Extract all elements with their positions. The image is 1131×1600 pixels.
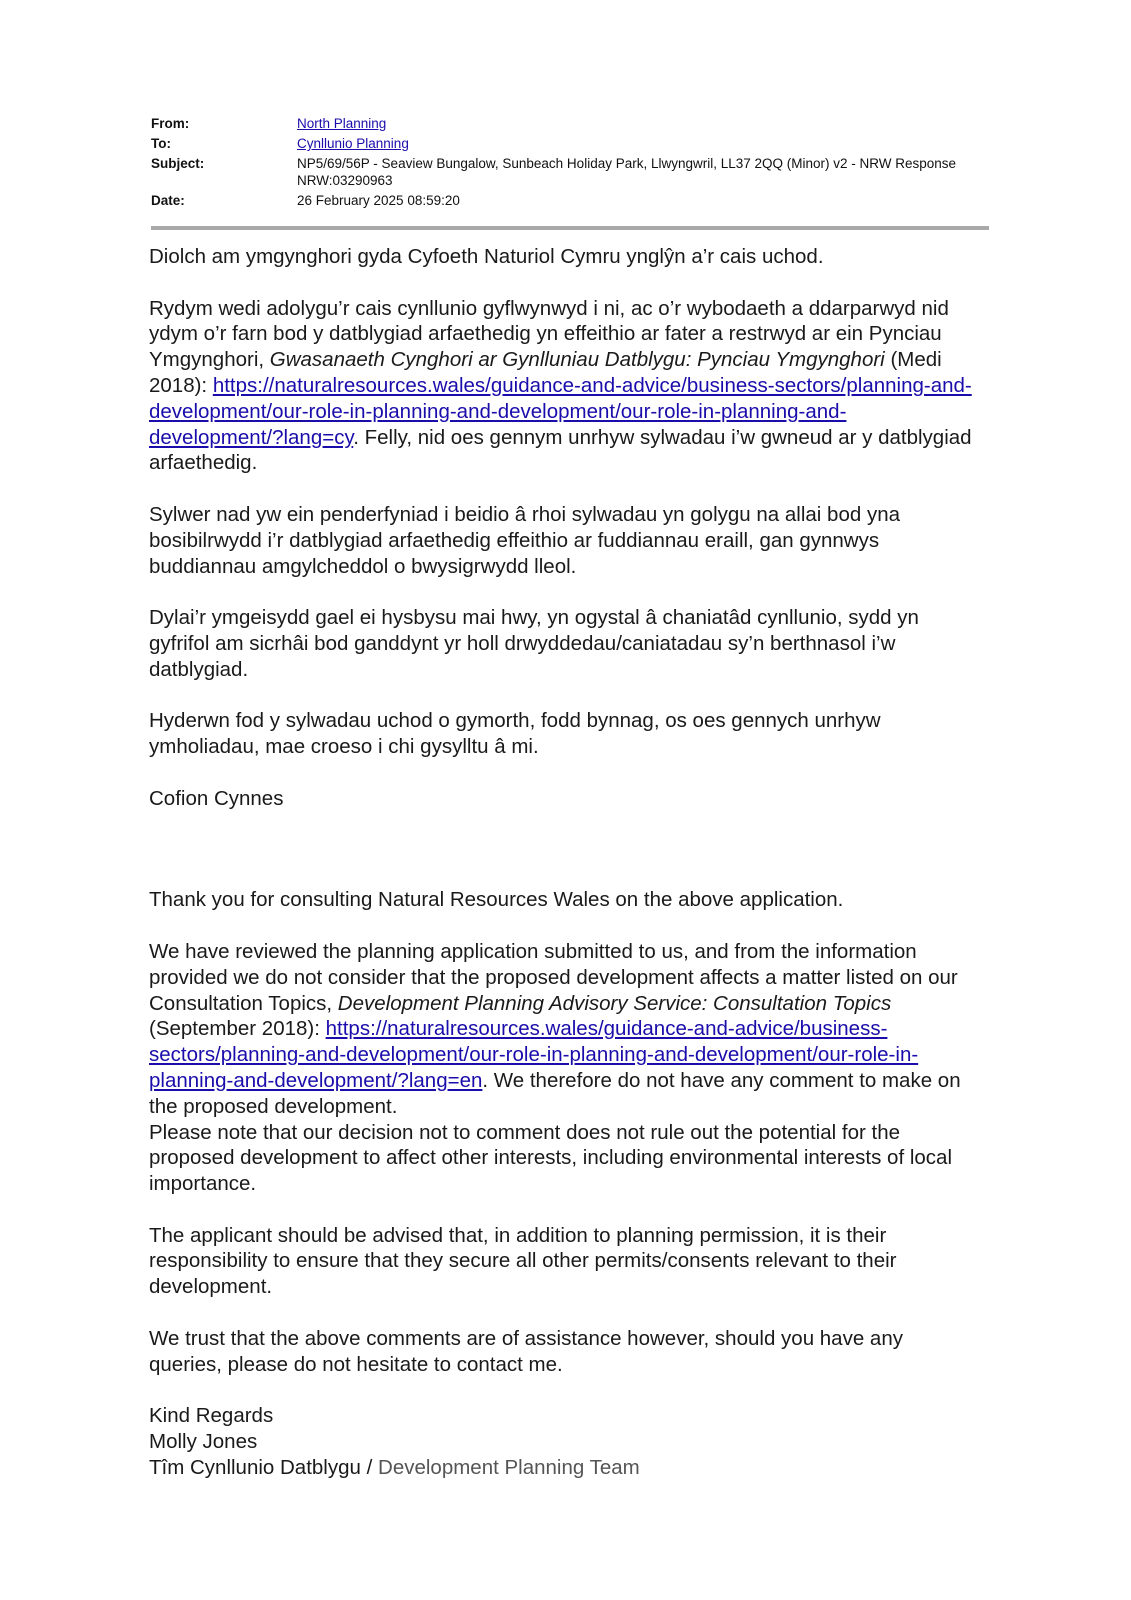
english-paragraph-2 — [149, 939, 979, 1120]
english-paragraph-1: Thank you for consulting Natural Resources Wales on the above application. — [149, 888, 844, 912]
welsh-p2-text-b: (Medi 2018): — [149, 348, 942, 397]
to-row — [151, 135, 989, 152]
welsh-paragraph-4: Dylai’r ymgeisydd gael ei hysbysu mai hwy, yn ogystal â chaniatâd cynllunio, sydd yn gyfrifol am sicrhâi bod ganddynt yr holl drwyddedau/caniatadau sy’n berthnasol i’w datblygiad. — [149, 606, 919, 681]
from-row — [151, 115, 989, 132]
header-divider — [151, 226, 989, 230]
english-paragraph-3: Please note that our decision not to comment does not rule out the potential for the proposed development to affect other interests, including environmental interests of local importance. — [149, 1120, 953, 1196]
from-label: From: — [151, 116, 190, 131]
date-row — [151, 192, 989, 209]
english-p2-italic: Development Planning Advisory Service: Consultation Topics — [337, 991, 892, 1015]
english-p2-text-c: . We therefore do not have any comment to make on the proposed development. — [149, 1068, 961, 1118]
team-name-welsh: Tîm Cynllunio Datblygu / — [149, 1455, 379, 1479]
language-gap — [149, 837, 979, 887]
subject-label: Subject: — [151, 156, 205, 171]
welsh-closing: Cofion Cynnes — [149, 786, 284, 810]
email-header — [151, 115, 989, 212]
subject-row — [151, 155, 989, 189]
to-link[interactable]: Cynllunio Planning — [297, 136, 409, 151]
welsh-paragraph-5: Hyderwn fod y sylwadau uchod o gymorth, fodd bynnag, os oes gennych unrhyw ymholiadau, mae croeso i chi gysylltu â mi. — [149, 709, 881, 759]
date-value: 26 February 2025 08:59:20 — [297, 193, 460, 208]
welsh-p2-italic: Gwasanaeth Cynghori ar Gynlluniau Datblygu: Pynciau Ymgynghori — [269, 348, 885, 372]
from-link[interactable]: North Planning — [297, 116, 387, 131]
english-paragraph-5: We trust that the above comments are of assistance however, should you have any queries, please do not hesitate to contact me. — [149, 1326, 903, 1376]
date-label: Date: — [151, 193, 185, 208]
subject-value: NP5/69/56P - Seaview Bungalow, Sunbeach Holiday Park, Llwyngwril, LL37 2QQ (Minor) v2 - NRW Response NRW:03290963 — [297, 156, 957, 188]
welsh-p2-text-a: Rydym wedi adolygu’r cais cynllunio gyflwynwyd i ni, ac o’r wybodaeth a ddarparwyd nid ydym o’r farn bod y datblygiad arfaethedig yn effeithio ar fater a restrwyd ar ein Pynciau Ymgynghori, — [149, 296, 949, 372]
signatory-name: Molly Jones — [149, 1430, 258, 1454]
english-closing: Kind Regards — [149, 1404, 274, 1428]
english-paragraph-4: The applicant should be advised that, in addition to planning permission, it is their responsibility to ensure that they secure all other permits/consents relevant to their development. — [149, 1223, 897, 1299]
english-guidance-link[interactable]: https://naturalresources.wales/guidance-and-advice/business-sectors/planning-and-development/our-role-in-planning-and-development/our-role-in-planning-and-development/?lang=en — [149, 1017, 919, 1092]
team-name — [149, 1455, 979, 1481]
team-name-english: Development Planning Team — [378, 1455, 640, 1479]
welsh-paragraph-3: Sylwer nad yw ein penderfyniad i beidio â rhoi sylwadau yn golygu na allai bod yna bosibilrwydd i’r datblygiad arfaethedig effeithio ar fuddiannau eraill, gan gynnwys buddiannau amgylcheddol o bwysigrwydd lleol. — [149, 502, 900, 578]
welsh-paragraph-1: Diolch am ymgynghori gyda Cyfoeth Naturiol Cymru ynglŷn a’r cais uchod. — [149, 245, 824, 268]
welsh-p2-text-c: . Felly, nid oes gennym unrhyw sylwadau i’w gwneud ar y datblygiad arfaethedig. — [149, 425, 972, 475]
to-label: To: — [151, 136, 171, 151]
email-body — [149, 244, 979, 1481]
english-p2-text-a: We have reviewed the planning application submitted to us, and from the information provided we do not consider that the proposed development affects a matter listed on our Consultation Topics, — [149, 939, 958, 1015]
welsh-guidance-link[interactable]: https://naturalresources.wales/guidance-and-advice/business-sectors/planning-and-development/our-role-in-planning-and-development/our-role-in-planning-and-development/?lang=cy — [149, 373, 972, 449]
english-p2-text-b: (September 2018): — [149, 1017, 326, 1041]
welsh-paragraph-2 — [149, 296, 979, 477]
